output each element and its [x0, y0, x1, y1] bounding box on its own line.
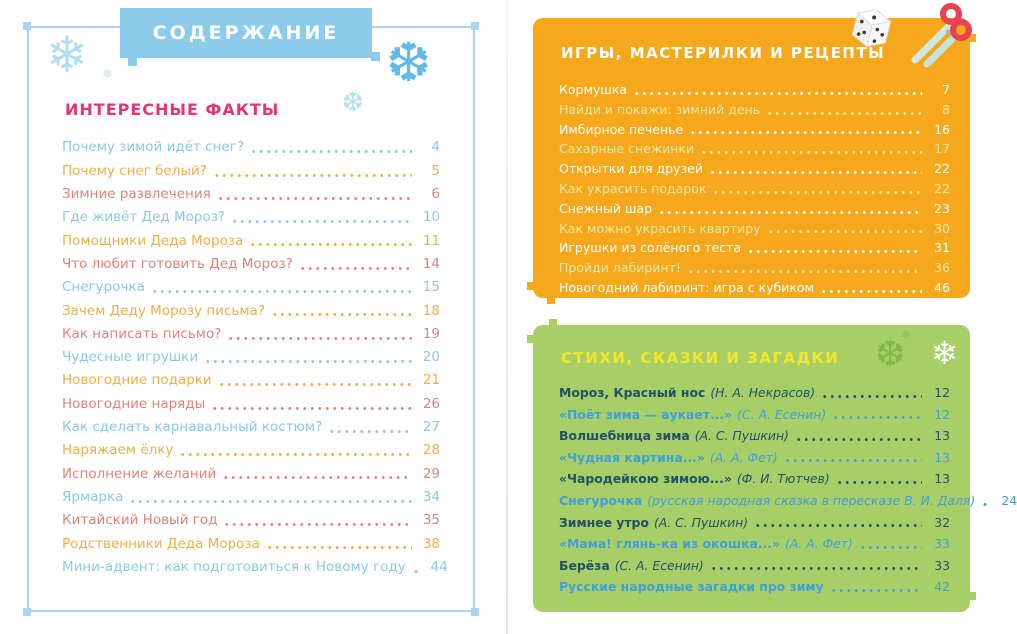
toc-page-number: 35	[422, 512, 440, 529]
dot-leader	[981, 502, 989, 507]
toc-entry	[559, 80, 950, 100]
dot-leader	[709, 170, 922, 175]
toc-entry-title: Берёза	[559, 557, 610, 573]
toc-entry-title: Зимнее утро	[559, 514, 649, 530]
toc-entry-author: (А. С. Пушкин)	[694, 428, 789, 444]
toc-entry-title: Мини-адвент: как подготовиться к Новому году	[62, 558, 406, 575]
toc-entry-title: Почему зимой идёт снег?	[62, 139, 244, 156]
toc-entry	[62, 136, 440, 159]
toc-page-number: 29	[422, 465, 440, 482]
toc-entry	[62, 392, 440, 415]
dot-leader	[250, 149, 412, 154]
toc-entry	[559, 554, 950, 576]
toc-page-number: 16	[934, 121, 950, 137]
toc-entry	[62, 462, 440, 485]
dot-leader	[767, 229, 922, 234]
dot-leader	[151, 289, 412, 294]
dice-icon	[845, 4, 897, 56]
frame-corner-decoration	[471, 608, 479, 616]
snowflake-icon: ❆	[875, 334, 906, 375]
dot-leader	[658, 210, 922, 215]
toc-page-number: 33	[934, 536, 950, 552]
dot-leader	[766, 111, 922, 116]
dot-leader	[204, 359, 412, 364]
toc-entry	[559, 258, 950, 278]
toc-entry-author: (А. С. Пушкин)	[653, 514, 749, 530]
toc-page-number: 44	[430, 558, 448, 575]
toc-page-number: 22	[934, 181, 950, 197]
toc-entry	[559, 278, 950, 298]
toc-entry-author: (А. А. Фет)	[709, 449, 778, 465]
snowflake-icon: ❅	[102, 67, 113, 82]
toc-page-number: 13	[934, 428, 950, 444]
toc-page-number: 30	[934, 220, 950, 236]
dot-leader	[249, 242, 412, 247]
toc-entry-title: «Поёт зима — аукает...»	[559, 406, 733, 422]
poems-section-box	[533, 325, 1017, 612]
toc-entry-title: Как написать письмо?	[62, 325, 222, 342]
dot-leader	[859, 545, 922, 550]
toc-entry	[559, 139, 950, 159]
dot-leader	[218, 382, 412, 387]
toc-entry	[62, 369, 440, 392]
toc-entry	[559, 159, 950, 179]
toc-entry-title: «Чудная картина...»	[559, 449, 705, 465]
toc-entry-author: (С. А. Есенин)	[737, 406, 827, 422]
toc-entry	[559, 424, 950, 446]
toc-page-number: 20	[422, 349, 440, 366]
toc-entry-author: (Ф. И. Тютчев)	[736, 471, 830, 487]
toc-entry-title: Снегурочка	[559, 492, 643, 508]
snowflake-icon: ❄	[46, 26, 88, 84]
toc-entry-title: Новогодние подарки	[62, 372, 212, 389]
toc-entry-title: Найди и покажи: зимний день	[559, 101, 761, 117]
toc-entry-title: Русские народные загадки про зиму	[559, 579, 824, 595]
toc-entry-title: Имбирное печенье	[559, 121, 684, 137]
toc-page-number: 13	[934, 449, 950, 465]
toc-page-number: 24	[1001, 492, 1017, 508]
toc-page-number: 34	[422, 488, 440, 505]
toc-entry-title: Исполнение желаний	[62, 465, 217, 482]
toc-page-number: 14	[422, 255, 440, 272]
toc-entry	[559, 575, 950, 597]
toc-entry	[559, 511, 950, 533]
toc-page-number: 28	[422, 442, 440, 459]
toc-entry	[559, 489, 1017, 511]
toc-entry	[62, 532, 440, 555]
dot-leader	[222, 475, 412, 480]
toc-page-number: 12	[934, 406, 950, 422]
dot-leader	[821, 394, 922, 399]
toc-entry	[62, 252, 440, 275]
toc-page-number: 5	[431, 162, 440, 179]
toc-entry-title: Снежный шар	[559, 200, 653, 216]
toc-page-number: 7	[942, 82, 950, 98]
toc-page-number: 42	[934, 579, 950, 595]
toc-page-number: 19	[422, 325, 440, 342]
toc-page-number: 27	[422, 419, 440, 436]
toc-entry	[62, 183, 440, 206]
toc-entry-title: Наряжаем ёлку	[62, 442, 174, 459]
toc-entry-title: Мороз, Красный нос	[559, 384, 706, 400]
toc-entry-author: (русская народная сказка в пересказе В. И. Даля)	[647, 492, 976, 508]
toc-entry	[62, 509, 440, 532]
toc-entry	[559, 120, 950, 140]
toc-entry-title: Новогодние наряды	[62, 395, 206, 412]
toc-page-number: 23	[934, 200, 950, 216]
toc-entry-title: Волшебница зима	[559, 428, 690, 444]
toc-entry	[559, 199, 950, 219]
toc-entry-title: Помощники Деда Мороза	[62, 232, 244, 249]
toc-entry	[62, 159, 440, 182]
snowflake-icon: ❅	[901, 328, 912, 342]
toc-entry-title: «Мама! глянь-ка из окошка...»	[559, 536, 780, 552]
toc-entry	[62, 206, 440, 229]
toc-page-number: 33	[934, 557, 950, 573]
toc-entry-title: «Чародейкою зимою...»	[559, 471, 732, 487]
dot-leader	[747, 249, 922, 254]
dot-leader	[795, 437, 922, 442]
section-title-poems: СТИХИ, СКАЗКИ И ЗАГАДКИ	[561, 349, 840, 367]
toc-entry-title: Китайский Новый год	[62, 512, 218, 529]
toc-entry	[62, 322, 440, 345]
page-gutter-divider	[506, 0, 508, 634]
toc-entry	[559, 100, 950, 120]
toc-entry-title: Как украсить подарок	[559, 181, 707, 197]
toc-page-number: 12	[934, 384, 950, 400]
toc-entry	[559, 381, 950, 403]
scissors-icon	[903, 2, 969, 68]
dot-leader	[784, 458, 922, 463]
toc-entry	[559, 219, 950, 239]
dot-leader	[227, 336, 412, 341]
toc-entry-title: Где живёт Дед Мороз?	[62, 209, 226, 226]
toc-entry	[559, 403, 950, 425]
dot-leader	[271, 312, 412, 317]
toc-page-number: 11	[422, 232, 440, 249]
dot-leader	[836, 480, 922, 485]
frame-corner-decoration	[23, 22, 31, 30]
toc-entry-author: (А. А. Фет)	[784, 536, 853, 552]
dot-leader	[179, 452, 412, 457]
toc-page-number: 31	[934, 240, 950, 256]
page-title: СОДЕРЖАНИЕ	[152, 22, 340, 44]
toc-entry	[559, 467, 950, 489]
dot-leader	[213, 173, 412, 178]
dot-leader	[231, 219, 412, 224]
toc-entry	[559, 532, 950, 554]
frame-corner-decoration	[471, 22, 479, 30]
dot-leader	[211, 406, 412, 411]
toc-entry-title: Зачем Деду Морозу письма?	[62, 302, 265, 319]
dot-leader	[830, 588, 922, 593]
snowflake-icon: ❆	[342, 88, 364, 118]
toc-entry-title: Что любит готовить Дед Мороз?	[62, 255, 293, 272]
toc-entry-title: Зимние развлечения	[62, 186, 211, 203]
pixel-notch	[968, 592, 976, 600]
toc-entry	[62, 416, 440, 439]
toc-entry	[62, 276, 440, 299]
toc-entry	[62, 555, 448, 578]
toc-page-number: 21	[422, 372, 440, 389]
dot-leader	[712, 190, 922, 195]
toc-entry-title: Чудесные игрушки	[62, 349, 199, 366]
toc-entry-title: Почему снег белый?	[62, 162, 207, 179]
snowflake-icon: ❄	[931, 334, 958, 372]
toc-entry	[559, 238, 950, 258]
toc-entry-title: Открытки для друзей	[559, 161, 703, 177]
section-title-games: ИГРЫ, МАСТЕРИЛКИ И РЕЦЕПТЫ	[561, 44, 886, 62]
dot-leader	[217, 196, 412, 201]
dot-leader	[689, 130, 922, 135]
toc-entry	[62, 439, 440, 462]
toc-entry-title: Снегурочка	[62, 279, 145, 296]
dot-leader	[820, 289, 922, 294]
toc-page-number: 32	[934, 514, 950, 530]
dot-leader	[129, 499, 412, 504]
toc-entry	[62, 299, 440, 322]
contents-title-banner	[120, 8, 372, 58]
dot-leader	[700, 150, 922, 155]
poems-toc-list	[559, 381, 1017, 597]
toc-entry-title: Родственники Деда Мороза	[62, 535, 260, 552]
frame-corner-decoration	[23, 608, 31, 616]
toc-page-number: 8	[942, 101, 950, 117]
games-toc-list	[559, 80, 950, 298]
toc-entry-title: Сахарные снежинки	[559, 141, 695, 157]
section-title-facts: ИНТЕРЕСНЫЕ ФАКТЫ	[65, 100, 280, 119]
toc-page-number: 17	[934, 141, 950, 157]
toc-page-number: 38	[422, 535, 440, 552]
toc-entry-title: Ярмарка	[62, 488, 124, 505]
toc-entry-title: Как сделать карнавальный костюм?	[62, 419, 323, 436]
toc-entry	[62, 485, 440, 508]
toc-entry	[62, 346, 440, 369]
pixel-notch	[527, 282, 535, 290]
dot-leader	[832, 415, 922, 420]
toc-entry-author: (Н. А. Некрасов)	[710, 384, 816, 400]
toc-page-number: 15	[422, 279, 440, 296]
toc-entry-author: (С. А. Есенин)	[614, 557, 704, 573]
toc-page-number: 6	[431, 186, 440, 203]
dot-leader	[710, 566, 922, 571]
dot-leader	[223, 522, 412, 527]
toc-entry	[62, 229, 440, 252]
dot-leader	[412, 569, 420, 574]
dot-leader	[754, 523, 922, 528]
snowflake-icon: ❆	[386, 31, 432, 94]
toc-entry-title: Новогодний лабиринт: игра с кубиком	[559, 280, 815, 296]
toc-page-number: 4	[431, 139, 440, 156]
toc-entry-title: Пройди лабиринт!	[559, 260, 681, 276]
toc-entry	[559, 179, 950, 199]
dot-leader	[266, 545, 412, 550]
toc-entry-title: Игрушки из солёного теста	[559, 240, 742, 256]
toc-page-number: 46	[934, 280, 950, 296]
toc-page-number: 26	[422, 395, 440, 412]
toc-page-number: 10	[422, 209, 440, 226]
pixel-notch	[547, 296, 555, 304]
facts-toc-list	[62, 136, 448, 579]
dot-leader	[633, 91, 922, 96]
toc-page-number: 36	[934, 260, 950, 276]
toc-page-number: 13	[934, 471, 950, 487]
dot-leader	[299, 266, 412, 271]
toc-page-number: 18	[422, 302, 440, 319]
toc-entry	[559, 446, 950, 468]
toc-entry-title: Кормушка	[559, 82, 627, 98]
toc-entry-title: Как можно украсить квартиру	[559, 220, 761, 236]
dot-leader	[687, 269, 922, 274]
pixel-notch	[527, 335, 535, 343]
toc-page-number: 22	[934, 161, 950, 177]
dot-leader	[328, 429, 412, 434]
pixel-notch	[549, 319, 557, 327]
